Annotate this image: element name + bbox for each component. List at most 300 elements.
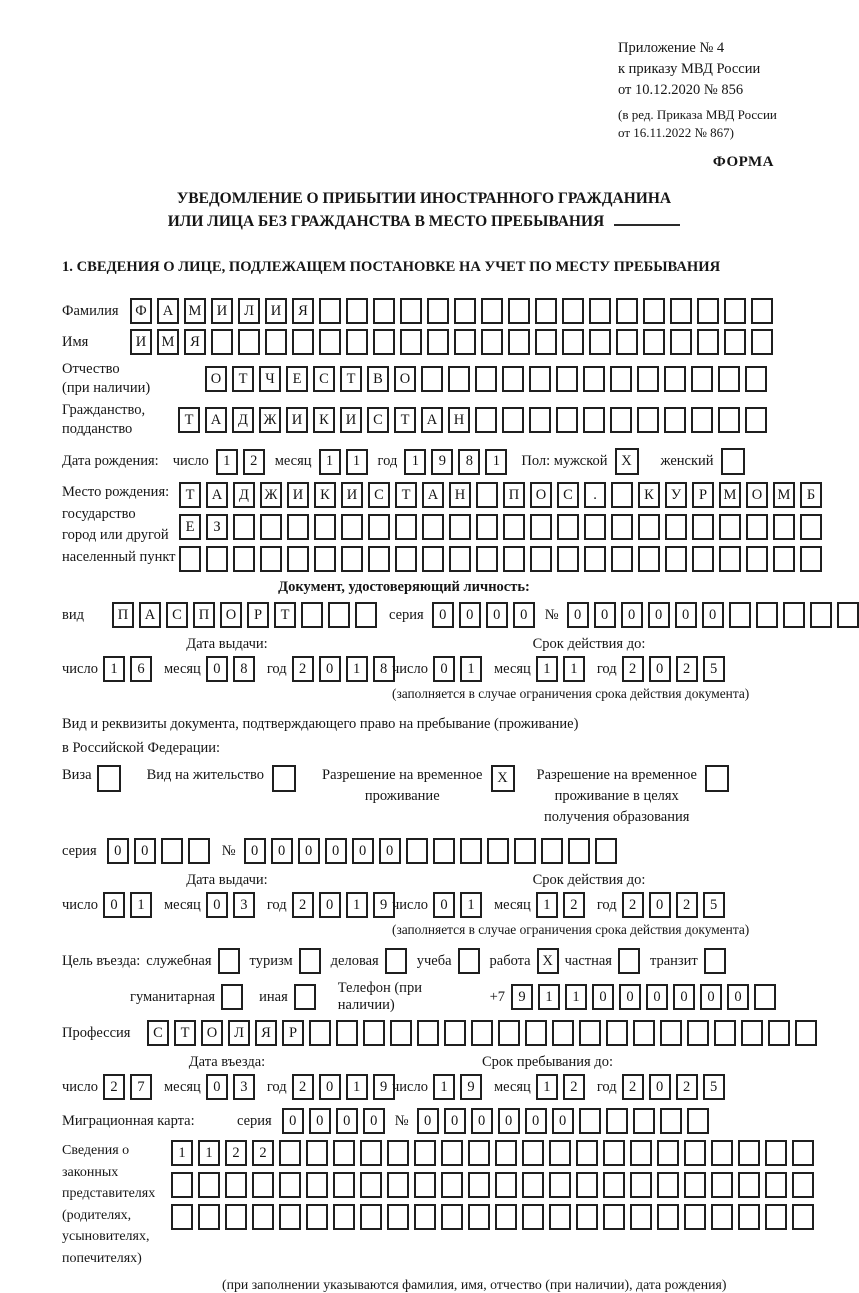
form-cell[interactable]	[279, 1172, 301, 1198]
form-cell[interactable]	[360, 1204, 382, 1230]
form-cell[interactable]	[783, 602, 805, 628]
form-cell[interactable]: X	[537, 948, 559, 974]
permit-issue-day-field[interactable]	[103, 892, 152, 918]
form-cell[interactable]	[549, 1140, 571, 1166]
form-cell[interactable]	[579, 1108, 601, 1134]
phone-field[interactable]	[511, 984, 776, 1010]
form-cell[interactable]	[476, 546, 498, 572]
form-cell[interactable]	[611, 482, 633, 508]
form-cell[interactable]	[495, 1204, 517, 1230]
permit-issue-month-field[interactable]	[206, 892, 255, 918]
form-cell[interactable]	[633, 1108, 655, 1134]
form-cell[interactable]: 0	[702, 602, 724, 628]
form-cell[interactable]: 8	[458, 449, 480, 475]
form-cell[interactable]: 0	[727, 984, 749, 1010]
form-cell[interactable]	[692, 546, 714, 572]
form-cell[interactable]	[272, 765, 296, 792]
form-cell[interactable]	[704, 948, 726, 974]
form-cell[interactable]	[385, 948, 407, 974]
purpose-official-checkbox[interactable]	[218, 948, 240, 974]
form-cell[interactable]	[738, 1172, 760, 1198]
form-cell[interactable]	[711, 1204, 733, 1230]
form-cell[interactable]: И	[211, 298, 233, 324]
form-cell[interactable]	[718, 407, 740, 433]
form-cell[interactable]	[503, 514, 525, 540]
form-cell[interactable]: Т	[178, 407, 200, 433]
form-cell[interactable]	[795, 1020, 817, 1046]
form-cell[interactable]: 2	[103, 1074, 125, 1100]
form-cell[interactable]	[606, 1020, 628, 1046]
doc-number-field[interactable]	[567, 602, 859, 628]
form-cell[interactable]	[630, 1172, 652, 1198]
form-cell[interactable]	[333, 1204, 355, 1230]
temp-residence-education-option[interactable]	[537, 765, 729, 828]
form-cell[interactable]	[800, 514, 822, 540]
permit-expiry-month-field[interactable]	[536, 892, 585, 918]
form-cell[interactable]	[468, 1204, 490, 1230]
form-cell[interactable]: 1	[346, 1074, 368, 1100]
form-cell[interactable]: С	[166, 602, 188, 628]
form-cell[interactable]: А	[205, 407, 227, 433]
form-cell[interactable]	[306, 1172, 328, 1198]
form-cell[interactable]: 0	[648, 602, 670, 628]
form-cell[interactable]: 9	[373, 1074, 395, 1100]
form-cell[interactable]: 0	[567, 602, 589, 628]
form-cell[interactable]: Д	[233, 482, 255, 508]
form-cell[interactable]: 2	[676, 656, 698, 682]
form-cell[interactable]	[414, 1204, 436, 1230]
form-cell[interactable]: 0	[379, 838, 401, 864]
form-cell[interactable]	[738, 1140, 760, 1166]
doc-series-field[interactable]	[432, 602, 535, 628]
form-cell[interactable]: Б	[800, 482, 822, 508]
permit-issue-year-field[interactable]	[292, 892, 395, 918]
form-cell[interactable]	[595, 838, 617, 864]
form-cell[interactable]: Т	[395, 482, 417, 508]
form-cell[interactable]	[514, 838, 536, 864]
form-cell[interactable]: М	[184, 298, 206, 324]
birth-day-field[interactable]	[216, 449, 265, 475]
form-cell[interactable]	[556, 366, 578, 392]
representatives-row2-field[interactable]	[171, 1172, 814, 1198]
form-cell[interactable]: 0	[433, 656, 455, 682]
purpose-work-checkbox[interactable]	[537, 948, 559, 974]
form-cell[interactable]: 1	[346, 449, 368, 475]
form-cell[interactable]: К	[313, 407, 335, 433]
form-cell[interactable]	[535, 298, 557, 324]
form-cell[interactable]	[541, 838, 563, 864]
form-cell[interactable]: 0	[282, 1108, 304, 1134]
form-cell[interactable]: 2	[563, 1074, 585, 1100]
form-cell[interactable]: Д	[232, 407, 254, 433]
form-cell[interactable]	[400, 298, 422, 324]
form-cell[interactable]: У	[665, 482, 687, 508]
form-cell[interactable]	[373, 298, 395, 324]
form-cell[interactable]: Я	[292, 298, 314, 324]
form-cell[interactable]	[665, 546, 687, 572]
form-cell[interactable]	[568, 838, 590, 864]
form-cell[interactable]	[665, 514, 687, 540]
form-cell[interactable]	[233, 546, 255, 572]
form-cell[interactable]	[475, 366, 497, 392]
form-cell[interactable]: 0	[298, 838, 320, 864]
form-cell[interactable]	[299, 948, 321, 974]
form-cell[interactable]: 0	[621, 602, 643, 628]
form-cell[interactable]	[368, 546, 390, 572]
purpose-business-checkbox[interactable]	[385, 948, 407, 974]
form-cell[interactable]	[471, 1020, 493, 1046]
form-cell[interactable]	[589, 298, 611, 324]
form-cell[interactable]: А	[206, 482, 228, 508]
form-cell[interactable]: 0	[498, 1108, 520, 1134]
id-issue-year-field[interactable]	[292, 656, 395, 682]
form-cell[interactable]	[422, 546, 444, 572]
form-cell[interactable]	[684, 1172, 706, 1198]
form-cell[interactable]	[522, 1204, 544, 1230]
form-cell[interactable]	[454, 298, 476, 324]
form-cell[interactable]	[765, 1140, 787, 1166]
form-cell[interactable]	[314, 514, 336, 540]
form-cell[interactable]	[495, 1140, 517, 1166]
form-cell[interactable]	[691, 407, 713, 433]
form-cell[interactable]	[610, 366, 632, 392]
form-cell[interactable]	[603, 1172, 625, 1198]
form-cell[interactable]	[697, 298, 719, 324]
form-cell[interactable]	[233, 514, 255, 540]
form-cell[interactable]: 1	[563, 656, 585, 682]
form-cell[interactable]: 0	[244, 838, 266, 864]
form-cell[interactable]: X	[615, 448, 639, 475]
form-cell[interactable]: И	[287, 482, 309, 508]
form-cell[interactable]	[414, 1140, 436, 1166]
form-cell[interactable]	[503, 546, 525, 572]
form-cell[interactable]	[714, 1020, 736, 1046]
form-cell[interactable]	[549, 1172, 571, 1198]
form-cell[interactable]	[711, 1140, 733, 1166]
form-cell[interactable]	[583, 407, 605, 433]
form-cell[interactable]	[633, 1020, 655, 1046]
form-cell[interactable]: 2	[622, 656, 644, 682]
form-cell[interactable]	[751, 329, 773, 355]
form-cell[interactable]	[468, 1140, 490, 1166]
form-cell[interactable]: 2	[622, 1074, 644, 1100]
form-cell[interactable]	[687, 1108, 709, 1134]
form-cell[interactable]: М	[157, 329, 179, 355]
form-cell[interactable]	[530, 546, 552, 572]
form-cell[interactable]	[498, 1020, 520, 1046]
form-cell[interactable]: 0	[646, 984, 668, 1010]
form-cell[interactable]	[427, 298, 449, 324]
form-cell[interactable]: 0	[525, 1108, 547, 1134]
form-cell[interactable]	[481, 329, 503, 355]
form-cell[interactable]	[552, 1020, 574, 1046]
form-cell[interactable]: 8	[373, 656, 395, 682]
form-cell[interactable]: 5	[703, 656, 725, 682]
form-cell[interactable]	[319, 298, 341, 324]
entry-day-field[interactable]	[103, 1074, 152, 1100]
form-cell[interactable]: 1	[460, 656, 482, 682]
form-cell[interactable]: А	[422, 482, 444, 508]
form-cell[interactable]	[751, 298, 773, 324]
form-cell[interactable]	[638, 546, 660, 572]
form-cell[interactable]	[218, 948, 240, 974]
form-cell[interactable]: Ж	[260, 482, 282, 508]
form-cell[interactable]	[765, 1204, 787, 1230]
form-cell[interactable]	[535, 329, 557, 355]
permit-number-field[interactable]	[244, 838, 617, 864]
form-cell[interactable]	[97, 765, 121, 792]
form-cell[interactable]: 1	[538, 984, 560, 1010]
form-cell[interactable]	[252, 1204, 274, 1230]
form-cell[interactable]: 0	[107, 838, 129, 864]
form-cell[interactable]: С	[367, 407, 389, 433]
form-cell[interactable]: 9	[511, 984, 533, 1010]
form-cell[interactable]	[171, 1172, 193, 1198]
form-cell[interactable]: О	[201, 1020, 223, 1046]
form-cell[interactable]	[279, 1140, 301, 1166]
form-cell[interactable]	[660, 1020, 682, 1046]
form-cell[interactable]: И	[265, 298, 287, 324]
form-cell[interactable]	[657, 1140, 679, 1166]
form-cell[interactable]: 1	[216, 449, 238, 475]
form-cell[interactable]: 1	[130, 892, 152, 918]
form-cell[interactable]	[603, 1204, 625, 1230]
form-cell[interactable]: М	[773, 482, 795, 508]
birthplace-row2-field[interactable]	[179, 514, 822, 540]
form-cell[interactable]: 2	[676, 1074, 698, 1100]
id-expiry-month-field[interactable]	[536, 656, 585, 682]
form-cell[interactable]	[211, 329, 233, 355]
form-cell[interactable]	[406, 838, 428, 864]
form-cell[interactable]: 0	[649, 892, 671, 918]
form-cell[interactable]: 1	[171, 1140, 193, 1166]
form-cell[interactable]: 0	[471, 1108, 493, 1134]
form-cell[interactable]: И	[286, 407, 308, 433]
form-cell[interactable]	[616, 329, 638, 355]
form-cell[interactable]: 2	[292, 656, 314, 682]
form-cell[interactable]	[522, 1140, 544, 1166]
form-cell[interactable]	[745, 366, 767, 392]
form-cell[interactable]	[441, 1172, 463, 1198]
form-cell[interactable]: 0	[592, 984, 614, 1010]
form-cell[interactable]	[611, 514, 633, 540]
form-cell[interactable]: 0	[700, 984, 722, 1010]
form-cell[interactable]: Н	[448, 407, 470, 433]
form-cell[interactable]: 1	[460, 892, 482, 918]
form-cell[interactable]	[660, 1108, 682, 1134]
form-cell[interactable]	[487, 838, 509, 864]
form-cell[interactable]	[260, 546, 282, 572]
form-cell[interactable]	[630, 1204, 652, 1230]
form-cell[interactable]: Е	[286, 366, 308, 392]
form-cell[interactable]: 1	[433, 1074, 455, 1100]
form-cell[interactable]: 0	[206, 656, 228, 682]
form-cell[interactable]	[279, 1204, 301, 1230]
form-cell[interactable]	[562, 329, 584, 355]
form-cell[interactable]	[616, 298, 638, 324]
form-cell[interactable]	[198, 1204, 220, 1230]
form-cell[interactable]	[684, 1140, 706, 1166]
form-cell[interactable]	[441, 1204, 463, 1230]
form-cell[interactable]	[611, 546, 633, 572]
form-cell[interactable]: Т	[232, 366, 254, 392]
form-cell[interactable]: 0	[432, 602, 454, 628]
permit-expiry-day-field[interactable]	[433, 892, 482, 918]
form-cell[interactable]: 0	[649, 656, 671, 682]
form-cell[interactable]: 0	[673, 984, 695, 1010]
form-cell[interactable]: 1	[346, 656, 368, 682]
form-cell[interactable]: 1	[536, 1074, 558, 1100]
form-cell[interactable]	[448, 366, 470, 392]
form-cell[interactable]	[306, 1204, 328, 1230]
form-cell[interactable]: И	[341, 482, 363, 508]
given-name-field[interactable]	[130, 329, 773, 355]
form-cell[interactable]: Л	[238, 298, 260, 324]
id-expiry-day-field[interactable]	[433, 656, 482, 682]
form-cell[interactable]: С	[557, 482, 579, 508]
residence-permit-checkbox[interactable]	[272, 765, 296, 792]
birth-month-field[interactable]	[319, 449, 368, 475]
form-cell[interactable]	[576, 1172, 598, 1198]
form-cell[interactable]	[745, 407, 767, 433]
form-cell[interactable]: X	[491, 765, 515, 792]
form-cell[interactable]	[198, 1172, 220, 1198]
form-cell[interactable]	[718, 366, 740, 392]
form-cell[interactable]	[637, 407, 659, 433]
form-cell[interactable]	[583, 366, 605, 392]
form-cell[interactable]: 8	[233, 656, 255, 682]
form-cell[interactable]	[502, 407, 524, 433]
form-cell[interactable]	[287, 514, 309, 540]
form-cell[interactable]	[638, 514, 660, 540]
form-cell[interactable]	[422, 514, 444, 540]
form-cell[interactable]	[476, 482, 498, 508]
form-cell[interactable]	[630, 1140, 652, 1166]
form-cell[interactable]	[265, 329, 287, 355]
form-cell[interactable]	[387, 1140, 409, 1166]
form-cell[interactable]	[584, 514, 606, 540]
form-cell[interactable]	[475, 407, 497, 433]
purpose-transit-checkbox[interactable]	[704, 948, 726, 974]
form-cell[interactable]: 0	[319, 892, 341, 918]
form-cell[interactable]	[225, 1204, 247, 1230]
patronymic-field[interactable]	[205, 366, 767, 392]
form-cell[interactable]	[773, 546, 795, 572]
form-cell[interactable]: Р	[282, 1020, 304, 1046]
form-cell[interactable]	[529, 366, 551, 392]
form-cell[interactable]	[589, 329, 611, 355]
form-cell[interactable]: 0	[352, 838, 374, 864]
form-cell[interactable]	[576, 1204, 598, 1230]
visa-option[interactable]	[62, 765, 121, 792]
form-cell[interactable]: 0	[319, 1074, 341, 1100]
form-cell[interactable]	[341, 514, 363, 540]
form-cell[interactable]: 2	[252, 1140, 274, 1166]
form-cell[interactable]	[800, 546, 822, 572]
form-cell[interactable]	[576, 1140, 598, 1166]
form-cell[interactable]: Т	[340, 366, 362, 392]
form-cell[interactable]: 0	[459, 602, 481, 628]
id-issue-month-field[interactable]	[206, 656, 255, 682]
form-cell[interactable]: И	[130, 329, 152, 355]
form-cell[interactable]	[460, 838, 482, 864]
form-cell[interactable]	[309, 1020, 331, 1046]
form-cell[interactable]: 2	[676, 892, 698, 918]
form-cell[interactable]	[754, 984, 776, 1010]
form-cell[interactable]	[427, 329, 449, 355]
form-cell[interactable]	[525, 1020, 547, 1046]
stay-day-field[interactable]	[433, 1074, 482, 1100]
migration-number-field[interactable]	[417, 1108, 709, 1134]
form-cell[interactable]: О	[394, 366, 416, 392]
form-cell[interactable]: Р	[692, 482, 714, 508]
form-cell[interactable]: П	[193, 602, 215, 628]
form-cell[interactable]: 0	[513, 602, 535, 628]
form-cell[interactable]: 2	[563, 892, 585, 918]
form-cell[interactable]	[508, 329, 530, 355]
form-cell[interactable]	[287, 546, 309, 572]
form-cell[interactable]: А	[157, 298, 179, 324]
birthplace-row1-field[interactable]	[179, 482, 822, 508]
form-cell[interactable]: 1	[346, 892, 368, 918]
form-cell[interactable]	[530, 514, 552, 540]
form-cell[interactable]: 0	[594, 602, 616, 628]
form-cell[interactable]: 0	[309, 1108, 331, 1134]
form-cell[interactable]	[238, 329, 260, 355]
form-cell[interactable]: 1	[103, 656, 125, 682]
form-cell[interactable]: 2	[622, 892, 644, 918]
form-cell[interactable]	[346, 298, 368, 324]
form-cell[interactable]: О	[746, 482, 768, 508]
form-cell[interactable]	[729, 602, 751, 628]
form-cell[interactable]: С	[313, 366, 335, 392]
form-cell[interactable]	[664, 407, 686, 433]
temp-residence-option[interactable]	[322, 765, 514, 807]
form-cell[interactable]: Е	[179, 514, 201, 540]
form-cell[interactable]: О	[530, 482, 552, 508]
form-cell[interactable]: Н	[449, 482, 471, 508]
form-cell[interactable]	[549, 1204, 571, 1230]
form-cell[interactable]	[355, 602, 377, 628]
form-cell[interactable]	[458, 948, 480, 974]
form-cell[interactable]: 1	[536, 892, 558, 918]
form-cell[interactable]: 0	[336, 1108, 358, 1134]
form-cell[interactable]: 9	[373, 892, 395, 918]
form-cell[interactable]: 9	[460, 1074, 482, 1100]
form-cell[interactable]	[810, 602, 832, 628]
permit-expiry-year-field[interactable]	[622, 892, 725, 918]
form-cell[interactable]: 0	[103, 892, 125, 918]
form-cell[interactable]: 0	[271, 838, 293, 864]
form-cell[interactable]: Л	[228, 1020, 250, 1046]
form-cell[interactable]: О	[205, 366, 227, 392]
form-cell[interactable]	[643, 298, 665, 324]
form-cell[interactable]: 2	[225, 1140, 247, 1166]
stay-year-field[interactable]	[622, 1074, 725, 1100]
form-cell[interactable]	[746, 546, 768, 572]
birth-year-field[interactable]	[404, 449, 507, 475]
visa-checkbox[interactable]	[97, 765, 121, 792]
form-cell[interactable]	[557, 546, 579, 572]
form-cell[interactable]: 0	[319, 656, 341, 682]
form-cell[interactable]	[454, 329, 476, 355]
form-cell[interactable]: Я	[184, 329, 206, 355]
form-cell[interactable]	[562, 298, 584, 324]
form-cell[interactable]	[188, 838, 210, 864]
form-cell[interactable]: Т	[174, 1020, 196, 1046]
form-cell[interactable]	[773, 514, 795, 540]
form-cell[interactable]	[705, 765, 729, 792]
